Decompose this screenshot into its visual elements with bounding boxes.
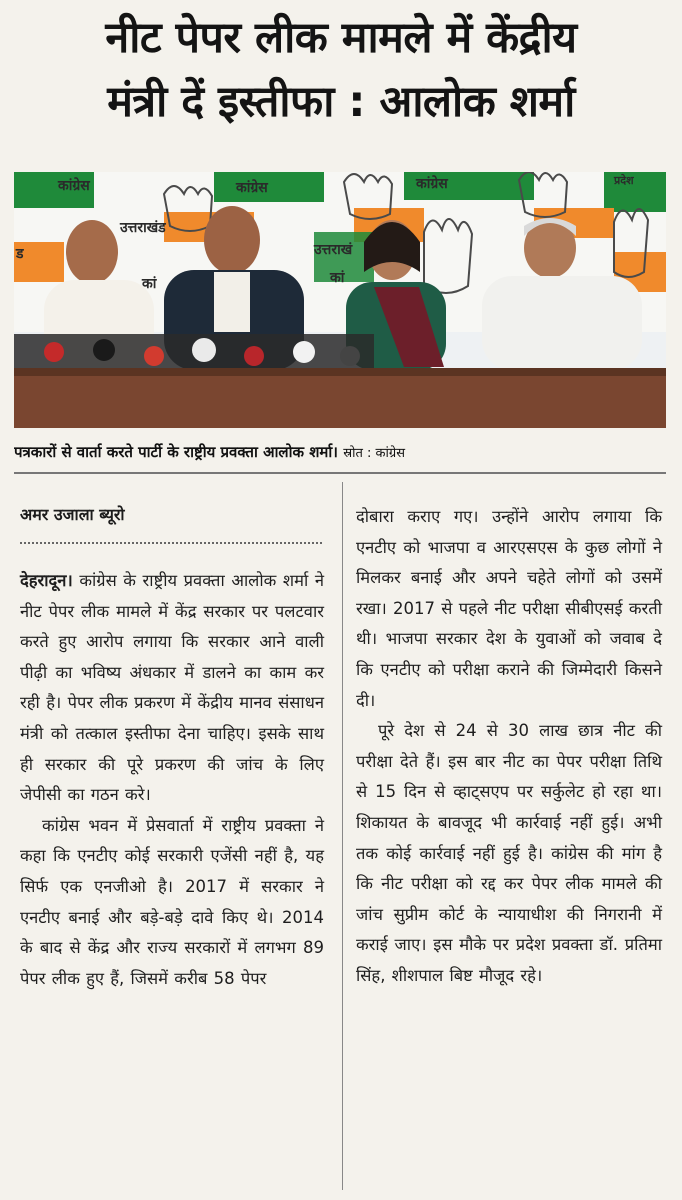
banner-text: कांग्रेस: [58, 178, 90, 194]
banner-text: उत्तराखं: [314, 242, 353, 258]
headline-line-2: मंत्री दें इस्तीफा : आलोक शर्मा: [107, 77, 575, 127]
banner-text: उत्तराखंड: [120, 220, 166, 236]
headline-line-1: नीट पेपर लीक मामले में केंद्रीय: [105, 13, 577, 63]
banner-text: कां: [330, 270, 345, 286]
caption-text: पत्रकारों से वार्ता करते पार्टी के राष्ट्रीय प्रवक्ता आलोक शर्मा।: [14, 443, 338, 461]
headline: [0, 6, 682, 134]
column-divider: [342, 482, 343, 1190]
banner-text: ड: [16, 246, 24, 262]
paragraph-text: कांग्रेस के राष्ट्रीय प्रवक्ता आलोक शर्मा ने नीट पेपर लीक मामले में केंद्र सरकार पर पलटवार करते हुए आरोप लगाया कि सरकार आने वाली पीढ़ी का भविष्य अंधकार में डालने का काम कर रही है। पेपर लीक प्रकरण में केंद्रीय मानव संसाधन मंत्री को तत्काल इस्तीफा देना चाहिए। इसके साथ ही सरकार की पूरे प्रकरण की जांच के लिए जेपीसी का गठन करे।: [20, 571, 324, 805]
byline-divider: [20, 542, 322, 544]
paragraph: [20, 566, 324, 811]
banner-text: कां: [142, 276, 157, 292]
paragraph: कांग्रेस भवन में प्रेसवार्ता में राष्ट्रीय प्रवक्ता ने कहा कि एनटीए कोई सरकारी एजेंसी नहीं है, यह सिर्फ एक एनजीओ है। 2017 में सरकार ने एनटीए बनाई और बड़े-बड़े दावे किए थे। 2014 के बाद से केंद्र और राज्य सरकारों में लगभग 89 पेपर लीक हुए हैं, जिसमें करीब 58 पेपर: [20, 815, 324, 988]
paragraph: दोबारा कराए गए। उन्होंने आरोप लगाया कि एनटीए को भाजपा व आरएसएस के कुछ लोगों ने मिलकर बनाई और अपने चहेते लोगों को उसमें रखा। 2017 से पहले नीट परीक्षा सीबीएसई करती थी। भाजपा सरकार देश के युवाओं को जवाब दे कि एनटीए को परीक्षा कराने की जिम्मेदारी किसने दी।: [356, 507, 662, 710]
press-conference-photo: [14, 172, 666, 428]
paragraph: पूरे देश से 24 से 30 लाख छात्र नीट की परीक्षा देते हैं। इस बार नीट का पेपर परीक्षा तिथि से 15 दिन से व्हाट्सएप पर सर्कुलेट हो रहा था। शिकायत के बावजूद भी कार्रवाई नहीं हुई। अभी तक कोई कार्रवाई नहीं हुई है। कांग्रेस की मांग है कि नीट परीक्षा को रद्द कर पेपर लीक मामले की जांच सुप्रीम कोर्ट के न्यायाधीश की निगरानी में कराई जाए। इस मौके पर प्रदेश प्रवक्ता डॉ. प्रतिमा सिंह, शीशपाल बिष्ट मौजूद रहे।: [356, 721, 662, 985]
photo-caption: [14, 434, 666, 470]
byline: अमर उजाला ब्यूरो: [20, 505, 125, 524]
article-column-2: [356, 502, 662, 992]
article-column-1: [20, 566, 324, 994]
photo-illustration: [14, 172, 666, 428]
banner-text: कांग्रेस: [236, 180, 268, 196]
banner-text: प्रदेश: [614, 174, 634, 187]
banner-text: कांग्रेस: [416, 176, 448, 192]
caption-source: स्रोत : कांग्रेस: [343, 446, 406, 461]
dateline: देहरादून।: [20, 571, 73, 590]
divider: [14, 472, 666, 474]
